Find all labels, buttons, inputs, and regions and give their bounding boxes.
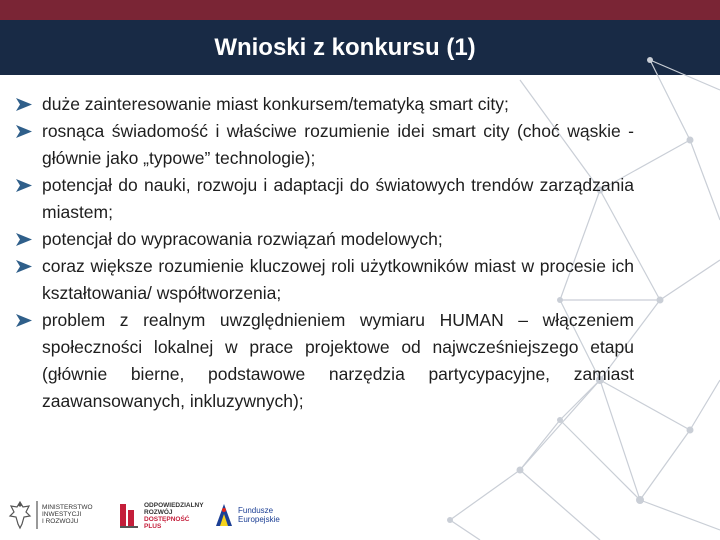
slide-title: Wnioski z konkursu (1)	[214, 34, 476, 61]
eu-funds-logo-icon	[214, 502, 234, 528]
list-item	[22, 118, 634, 172]
accessibility-line-3: DOSTĘPNOŚĆ PLUS	[144, 516, 190, 530]
accessibility-logo	[118, 498, 206, 532]
list-item	[22, 226, 634, 253]
ministry-line-3: I ROZWOJU	[42, 518, 79, 525]
list-item	[22, 307, 634, 415]
eu-funds-logo	[214, 498, 294, 532]
list-item-text: rosnąca świadomość i właściwe rozumienie idei smart city (choć wąskie - głównie jako „typowe” technologie);	[42, 121, 634, 168]
accessibility-line-1: ODPOWIEDZIALNY	[144, 502, 204, 509]
list-item	[22, 91, 634, 118]
ministry-line-1: MINISTERSTWO	[42, 504, 93, 511]
list-item-text: coraz większe rozumienie kluczowej roli użytkowników miast w procesie ich kształtowania/ współtworzenia;	[42, 256, 634, 303]
arrow-bullet-icon	[16, 179, 32, 192]
list-item	[22, 172, 634, 226]
arrow-bullet-icon	[16, 125, 32, 138]
list-item-text: duże zainteresowanie miast konkursem/tematyką smart city;	[42, 94, 509, 114]
list-item-text: potencjał do wypracowania rozwiązań modelowych;	[42, 229, 443, 249]
eu-funds-line-1: Fundusze	[238, 506, 274, 515]
list-item	[22, 253, 634, 307]
eu-funds-line-2: Europejskie	[238, 515, 280, 524]
arrow-bullet-icon	[16, 260, 32, 273]
arrow-bullet-icon	[16, 314, 32, 327]
accessibility-line-2: ROZWÓJ	[144, 509, 173, 516]
arrow-bullet-icon	[16, 233, 32, 246]
eagle-emblem-icon	[8, 500, 32, 530]
conclusions-list	[22, 91, 634, 415]
list-item-text: potencjał do nauki, rozwoju i adaptacji do światowych trendów zarządzania miastem;	[42, 175, 634, 222]
list-item-text: problem z realnym uwzględnieniem wymiaru HUMAN – włączeniem społeczności lokalnej w prace projektowe od najwcześniejszego etapu (głównie bierne, podstawowe narzędzia partycypacyjne, zamiast zaawansowanych, inkluzywnych);	[42, 310, 634, 411]
footer-logos	[0, 494, 320, 534]
accessibility-logo-icon	[118, 500, 140, 530]
ministry-line-2: INWESTYCJI	[42, 511, 82, 518]
arrow-bullet-icon	[16, 98, 32, 111]
ministry-logo	[8, 498, 108, 532]
